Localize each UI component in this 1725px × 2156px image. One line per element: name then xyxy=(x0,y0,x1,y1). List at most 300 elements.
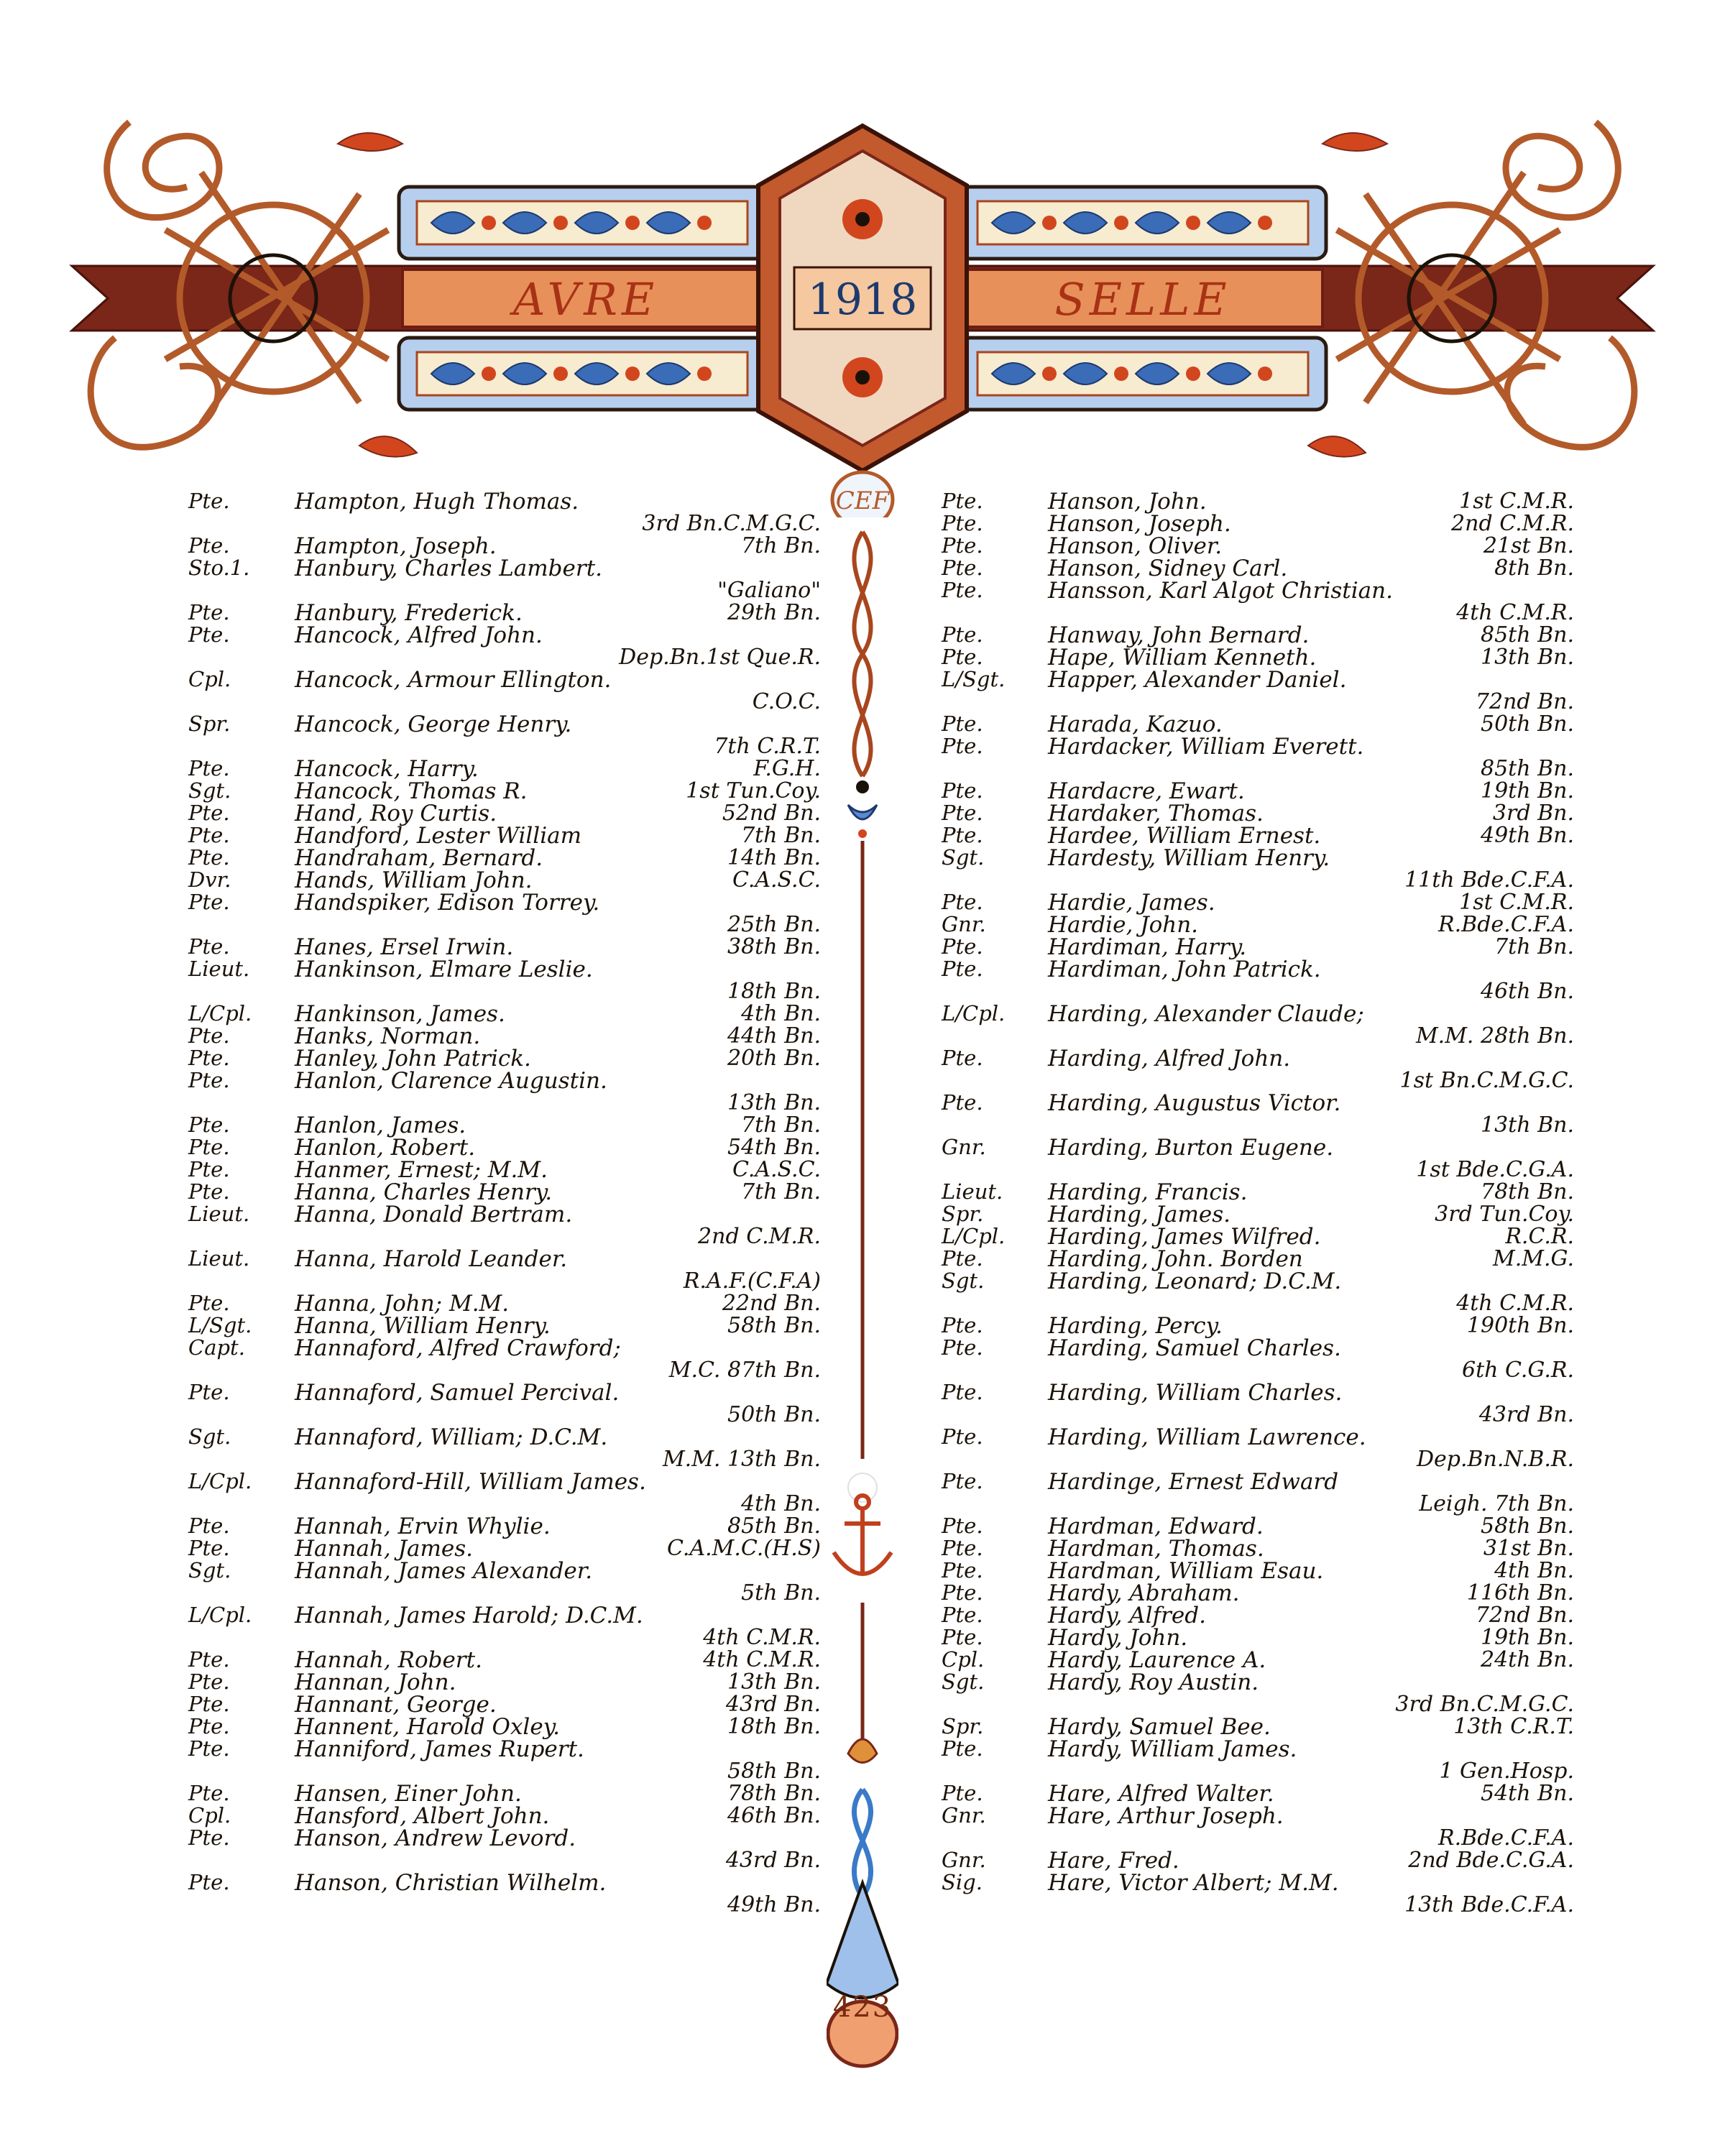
entry-unit: 3rd Tun.Coy. xyxy=(1435,1202,1574,1227)
entry-rank: Pte. xyxy=(942,1380,983,1404)
entry-name: Hardacker, William Everett. xyxy=(1048,734,1364,760)
entry-rank: Pte. xyxy=(942,511,983,535)
entry-unit: 14th Bn. xyxy=(727,845,821,870)
entry-rank: Sgt. xyxy=(942,1669,985,1694)
entry-rank: Pte. xyxy=(188,1380,230,1404)
entry-unit-continued: M.C. 87th Bn. xyxy=(668,1358,821,1383)
entry-unit: C.A.M.C.(H.S) xyxy=(667,1536,821,1561)
roster-entry xyxy=(942,1046,1574,1093)
entry-name: Hardy, Alfred. xyxy=(1048,1603,1206,1628)
entry-name: Hanbury, Charles Lambert. xyxy=(295,556,603,581)
roster-entry xyxy=(942,1870,1574,1915)
roster-entry xyxy=(942,667,1574,714)
entry-unit-continued: 50th Bn. xyxy=(727,1402,821,1427)
entry-rank: Pte. xyxy=(942,778,983,803)
entry-line xyxy=(188,1669,821,1695)
entry-name: Hanks, Norman. xyxy=(295,1023,481,1049)
entry-unit-line xyxy=(188,1402,821,1427)
entry-rank: Pte. xyxy=(942,578,983,602)
entry-line xyxy=(942,622,1574,648)
roster-right-column xyxy=(942,489,1574,1915)
entry-rank: Sgt. xyxy=(188,1558,231,1583)
entry-unit-continued: 4th C.M.R. xyxy=(1456,600,1574,625)
entry-unit-line xyxy=(188,689,821,714)
entry-line xyxy=(188,1380,821,1406)
entry-line xyxy=(188,1424,821,1450)
entry-unit-line xyxy=(188,1268,821,1294)
entry-rank: Cpl. xyxy=(188,667,231,691)
entry-unit: 72nd Bn. xyxy=(1475,1603,1574,1628)
entry-name: Harada, Kazuo. xyxy=(1048,711,1223,737)
entry-unit-continued: 1st Bde.C.G.A. xyxy=(1416,1157,1574,1182)
entry-name: Hannah, James Harold; D.C.M. xyxy=(295,1603,643,1628)
entry-line xyxy=(188,556,821,581)
roster-entry xyxy=(942,1202,1574,1227)
entry-unit: 13th Bn. xyxy=(1481,645,1574,670)
roster-entry xyxy=(188,1112,821,1138)
entry-line xyxy=(188,1536,821,1562)
entry-unit-continued: 1st Bn.C.M.G.C. xyxy=(1399,1068,1574,1093)
roster-entry xyxy=(188,1380,821,1427)
entry-line xyxy=(942,1179,1574,1205)
entry-line xyxy=(188,957,821,982)
entry-line xyxy=(188,1313,821,1339)
entry-line xyxy=(188,778,821,804)
entry-name: Happer, Alexander Daniel. xyxy=(1048,667,1347,693)
roster-entry xyxy=(188,489,821,536)
entry-name: Hare, Victor Albert; M.M. xyxy=(1048,1870,1339,1896)
entry-name: Hannan, John. xyxy=(295,1669,456,1695)
roster-entry xyxy=(942,622,1574,648)
entry-unit-continued: 2nd C.M.R. xyxy=(698,1224,821,1249)
entry-line xyxy=(188,890,821,916)
entry-name: Harding, Alexander Claude; xyxy=(1048,1001,1364,1027)
entry-unit-continued: R.Bde.C.F.A. xyxy=(1438,1825,1574,1851)
roster-entry xyxy=(188,1603,821,1650)
anchor-icon xyxy=(834,1496,891,1574)
entry-unit-line xyxy=(942,1358,1574,1383)
entry-unit: 8th Bn. xyxy=(1494,556,1574,581)
roster-entry xyxy=(188,1803,821,1829)
entry-unit-line xyxy=(942,1759,1574,1784)
roster-entry xyxy=(942,1669,1574,1717)
pendant xyxy=(827,1883,898,1998)
entry-name: Hardinge, Ernest Edward xyxy=(1048,1469,1339,1495)
entry-line xyxy=(188,1825,821,1851)
entry-unit-continued: "Galiano" xyxy=(717,578,821,603)
entry-rank: Pte. xyxy=(188,489,230,513)
entry-name: Hannaford, Alfred Crawford; xyxy=(295,1335,621,1361)
roster-entry xyxy=(188,1424,821,1472)
roster-entry xyxy=(188,756,821,782)
entry-name: Handspiker, Edison Torrey. xyxy=(295,890,600,916)
entry-rank: Pte. xyxy=(942,1424,983,1449)
entry-line xyxy=(942,934,1574,960)
entry-line xyxy=(942,1736,1574,1762)
entry-rank: Pte. xyxy=(188,801,230,825)
entry-rank: Pte. xyxy=(942,1246,983,1271)
entry-rank: Pte. xyxy=(942,957,983,981)
entry-name: Hanniford, James Rupert. xyxy=(295,1736,584,1762)
entry-rank: L/Cpl. xyxy=(942,1001,1006,1026)
roster-entry xyxy=(942,511,1574,537)
entry-line xyxy=(188,1514,821,1539)
entry-name: Hansford, Albert John. xyxy=(295,1803,550,1829)
entry-line xyxy=(188,1647,821,1673)
entry-name: Hannah, James. xyxy=(295,1536,474,1562)
entry-unit-line xyxy=(188,1580,821,1606)
entry-unit-continued: 13th Bde.C.F.A. xyxy=(1404,1892,1574,1917)
roster-entry xyxy=(188,1536,821,1562)
roster-entry xyxy=(188,1313,821,1339)
entry-name: Hardesty, William Henry. xyxy=(1048,845,1330,871)
entry-name: Hare, Fred. xyxy=(1048,1848,1179,1874)
roster-entry xyxy=(942,489,1574,515)
entry-name: Hannaford-Hill, William James. xyxy=(295,1469,646,1495)
entry-unit-continued: R.A.F.(C.F.A) xyxy=(683,1268,821,1294)
entry-unit-line xyxy=(942,1402,1574,1427)
roster-entry xyxy=(942,1335,1574,1383)
entry-line xyxy=(942,778,1574,804)
entry-name: Hanlon, Clarence Augustin. xyxy=(295,1068,607,1094)
entry-unit: 49th Bn. xyxy=(1481,823,1574,848)
entry-unit-continued: 4th C.M.R. xyxy=(703,1625,821,1650)
entry-rank: Pte. xyxy=(188,1825,230,1850)
entry-unit-continued: 72nd Bn. xyxy=(1475,689,1574,714)
entry-line xyxy=(188,1246,821,1272)
entry-rank: Pte. xyxy=(188,1046,230,1070)
entry-line xyxy=(942,645,1574,671)
entry-name: Hardy, Laurence A. xyxy=(1048,1647,1266,1673)
entry-name: Hansson, Karl Algot Christian. xyxy=(1048,578,1393,604)
entry-rank: L/Sgt. xyxy=(942,667,1006,691)
entry-unit: R.Bde.C.F.A. xyxy=(1438,912,1574,937)
entry-name: Hardy, John. xyxy=(1048,1625,1188,1651)
entry-name: Hardie, John. xyxy=(1048,912,1199,938)
entry-name: Hardy, Samuel Bee. xyxy=(1048,1714,1271,1740)
entry-unit-line xyxy=(942,867,1574,893)
entry-unit-continued: 58th Bn. xyxy=(727,1759,821,1784)
entry-rank: Pte. xyxy=(188,1714,230,1738)
entry-name: Hanlon, James. xyxy=(295,1112,466,1138)
entry-name: Hare, Arthur Joseph. xyxy=(1048,1803,1284,1829)
entry-line xyxy=(188,1023,821,1049)
entry-name: Hape, William Kenneth. xyxy=(1048,645,1317,671)
roster-entry xyxy=(188,533,821,559)
entry-line xyxy=(942,1380,1574,1406)
entry-unit-line xyxy=(188,912,821,937)
entry-unit: M.M.G. xyxy=(1493,1246,1574,1271)
entry-line xyxy=(942,1514,1574,1539)
roster-left-column xyxy=(188,489,821,1915)
roster-entry xyxy=(942,1313,1574,1339)
entry-rank: Pte. xyxy=(188,1023,230,1048)
entry-line xyxy=(188,1179,821,1205)
roster-entry xyxy=(188,622,821,670)
entry-name: Hardee, William Ernest. xyxy=(1048,823,1321,849)
entry-line xyxy=(188,1291,821,1317)
entry-rank: Pte. xyxy=(188,1647,230,1672)
entry-name: Hancock, Armour Ellington. xyxy=(295,667,612,693)
entry-name: Hardy, Abraham. xyxy=(1048,1580,1240,1606)
entry-line xyxy=(942,1781,1574,1807)
entry-rank: Lieut. xyxy=(188,1202,250,1226)
entry-line xyxy=(942,1603,1574,1628)
roster-entry xyxy=(188,1335,821,1383)
roster-entry xyxy=(188,1558,821,1606)
entry-rank: Pte. xyxy=(942,734,983,758)
entry-rank: Pte. xyxy=(942,890,983,914)
entry-name: Hands, William John. xyxy=(295,867,533,893)
entry-unit: 19th Bn. xyxy=(1481,778,1574,803)
entry-rank: Pte. xyxy=(942,1536,983,1560)
entry-unit: 85th Bn. xyxy=(1481,622,1574,648)
entry-unit: 1st C.M.R. xyxy=(1459,890,1574,915)
entry-line xyxy=(188,1469,821,1495)
entry-line xyxy=(188,1202,821,1227)
roster-entry xyxy=(188,1023,821,1049)
entry-unit: 31st Bn. xyxy=(1483,1536,1574,1561)
entry-name: Hardy, Roy Austin. xyxy=(1048,1669,1259,1695)
roster-entry xyxy=(188,890,821,937)
entry-unit: 2nd C.M.R. xyxy=(1451,511,1574,536)
entry-line xyxy=(188,845,821,871)
entry-rank: Pte. xyxy=(188,934,230,959)
illuminated-header xyxy=(0,0,1725,517)
entry-line xyxy=(942,667,1574,693)
entry-unit-line xyxy=(188,1848,821,1873)
entry-unit: 7th Bn. xyxy=(741,1112,821,1138)
roster-entry xyxy=(942,1558,1574,1584)
roster-entry xyxy=(188,1825,821,1873)
roster-entry xyxy=(188,1291,821,1317)
entry-name: Harding, John. Borden xyxy=(1048,1246,1303,1272)
entry-unit-line xyxy=(188,645,821,670)
roster-entry xyxy=(188,1669,821,1695)
roster-entry xyxy=(942,1848,1574,1874)
entry-line xyxy=(942,957,1574,982)
entry-name: Harding, Francis. xyxy=(1048,1179,1248,1205)
entry-unit-line xyxy=(188,1224,821,1249)
roster-entry xyxy=(942,1424,1574,1472)
roster-entry xyxy=(188,1692,821,1718)
entry-name: Harding, Leonard; D.C.M. xyxy=(1048,1268,1342,1294)
entry-line xyxy=(942,1313,1574,1339)
entry-name: Hansen, Einer John. xyxy=(295,1781,522,1807)
banner-year: 1918 xyxy=(807,275,918,325)
entry-rank: Pte. xyxy=(188,1291,230,1315)
entry-rank: Pte. xyxy=(942,645,983,669)
roster-entry xyxy=(942,912,1574,938)
entry-rank: Pte. xyxy=(188,1112,230,1137)
entry-unit-continued: 25th Bn. xyxy=(727,912,821,937)
entry-rank: Pte. xyxy=(942,556,983,580)
roster-entry xyxy=(942,1625,1574,1651)
entry-unit-continued: 3rd Bn.C.M.G.C. xyxy=(1395,1692,1574,1717)
roster-entry xyxy=(942,1268,1574,1316)
entry-unit: 52nd Bn. xyxy=(722,801,821,826)
entry-line xyxy=(942,556,1574,581)
roster-entry xyxy=(942,734,1574,781)
entry-unit-line xyxy=(942,979,1574,1004)
entry-name: Harding, Burton Eugene. xyxy=(1048,1135,1334,1161)
entry-unit-continued: C.O.C. xyxy=(752,689,821,714)
banner-right-word: SELLE xyxy=(1054,273,1231,326)
entry-unit: 190th Bn. xyxy=(1466,1313,1574,1338)
entry-line xyxy=(188,1157,821,1183)
entry-name: Hanley, John Patrick. xyxy=(295,1046,531,1072)
entry-line xyxy=(942,578,1574,604)
roster-entry xyxy=(188,778,821,804)
roster-entry xyxy=(942,578,1574,625)
entry-line xyxy=(942,1335,1574,1361)
entry-name: Hanna, John; M.M. xyxy=(295,1291,510,1317)
entry-unit: 4th Bn. xyxy=(1494,1558,1574,1583)
entry-unit-continued: 1 Gen.Hosp. xyxy=(1439,1759,1574,1784)
entry-line xyxy=(188,1781,821,1807)
entry-name: Hannah, James Alexander. xyxy=(295,1558,593,1584)
entry-unit-continued: Dep.Bn.1st Que.R. xyxy=(619,645,821,670)
page-number: 423 xyxy=(832,1991,893,2024)
roster-entry xyxy=(942,1224,1574,1250)
entry-rank: Pte. xyxy=(942,934,983,959)
entry-name: Hanson, Sidney Carl. xyxy=(1048,556,1288,581)
entry-line xyxy=(942,1848,1574,1874)
entry-rank: Pte. xyxy=(188,1179,230,1204)
entry-name: Hardman, Edward. xyxy=(1048,1514,1264,1539)
entry-line xyxy=(188,1603,821,1628)
entry-unit-line xyxy=(942,1892,1574,1915)
roster-entry xyxy=(942,1714,1574,1740)
entry-rank: Capt. xyxy=(188,1335,245,1360)
entry-rank: Pte. xyxy=(942,1781,983,1805)
entry-name: Handraham, Bernard. xyxy=(295,845,543,871)
roster-entry xyxy=(942,845,1574,893)
entry-rank: Pte. xyxy=(188,1781,230,1805)
entry-line xyxy=(942,1224,1574,1250)
entry-unit-line xyxy=(188,1759,821,1784)
entry-unit: 44th Bn. xyxy=(727,1023,821,1049)
roster-entry xyxy=(188,934,821,960)
entry-unit-line xyxy=(942,1491,1574,1514)
entry-unit: 58th Bn. xyxy=(1481,1514,1574,1539)
entry-name: Hand, Roy Curtis. xyxy=(295,801,497,826)
entry-rank: Pte. xyxy=(942,1090,983,1115)
roster-entry xyxy=(942,890,1574,916)
roster-entry xyxy=(188,1001,821,1027)
roster-entry xyxy=(942,934,1574,960)
roster-entry xyxy=(942,823,1574,849)
entry-unit-continued: 18th Bn. xyxy=(727,979,821,1004)
entry-unit-continued: 46th Bn. xyxy=(1481,979,1574,1004)
entry-unit: C.A.S.C. xyxy=(732,1157,821,1182)
entry-line xyxy=(942,1580,1574,1606)
entry-unit-line xyxy=(188,1358,821,1383)
entry-unit-continued: 5th Bn. xyxy=(741,1580,821,1606)
entry-name: Hanlon, Robert. xyxy=(295,1135,476,1161)
entry-rank: Pte. xyxy=(942,489,983,513)
entry-line xyxy=(188,1736,821,1762)
entry-rank: Pte. xyxy=(942,1335,983,1360)
entry-name: Hardy, William James. xyxy=(1048,1736,1297,1762)
banner-left-word: AVRE xyxy=(512,273,659,326)
entry-name: Harding, Percy. xyxy=(1048,1313,1223,1339)
roster-entry xyxy=(942,1603,1574,1628)
entry-line xyxy=(188,801,821,826)
entry-rank: Lieut. xyxy=(942,1179,1003,1204)
entry-unit: 1st C.M.R. xyxy=(1459,489,1574,514)
entry-name: Hanna, Charles Henry. xyxy=(295,1179,553,1205)
roster-entry xyxy=(942,1736,1574,1784)
entry-unit: 7th Bn. xyxy=(741,823,821,848)
center-divider xyxy=(827,517,898,2142)
entry-line xyxy=(942,1046,1574,1072)
entry-name: Hampton, Joseph. xyxy=(295,533,497,559)
entry-name: Harding, James. xyxy=(1048,1202,1231,1227)
entry-rank: Gnr. xyxy=(942,1135,986,1159)
roster-entry xyxy=(942,645,1574,671)
entry-rank: L/Cpl. xyxy=(188,1469,252,1493)
entry-name: Hardie, James. xyxy=(1048,890,1215,916)
entry-rank: Pte. xyxy=(942,1046,983,1070)
entry-rank: Pte. xyxy=(942,533,983,558)
entry-unit: 4th C.M.R. xyxy=(703,1647,821,1672)
entry-rank: Spr. xyxy=(942,1714,984,1738)
roster-entry xyxy=(942,533,1574,559)
entry-line xyxy=(188,667,821,693)
entry-unit-continued: 7th C.R.T. xyxy=(714,734,821,759)
entry-line xyxy=(942,1647,1574,1673)
entry-unit: 13th Bn. xyxy=(727,1669,821,1695)
entry-name: Hannent, Harold Oxley. xyxy=(295,1714,560,1740)
cef-monogram-text: CEF xyxy=(835,487,890,515)
entry-line xyxy=(188,1046,821,1072)
roster-entry xyxy=(188,1469,821,1514)
entry-line xyxy=(942,912,1574,938)
entry-rank: Pte. xyxy=(188,756,230,780)
entry-name: Hanson, Oliver. xyxy=(1048,533,1223,559)
entry-name: Handford, Lester William xyxy=(295,823,582,849)
entry-unit-continued: 13th Bn. xyxy=(727,1090,821,1115)
entry-name: Hannaford, William; D.C.M. xyxy=(295,1424,608,1450)
entry-rank: Sto.1. xyxy=(188,556,250,580)
entry-name: Hannah, Ervin Whylie. xyxy=(295,1514,551,1539)
entry-line xyxy=(188,1135,821,1161)
entry-unit-continued: 3rd Bn.C.M.G.C. xyxy=(642,511,821,536)
entry-rank: Pte. xyxy=(188,1135,230,1159)
entry-line xyxy=(942,1803,1574,1829)
entry-unit: 78th Bn. xyxy=(727,1781,821,1806)
entry-rank: Pte. xyxy=(942,1469,983,1493)
entry-line xyxy=(942,1558,1574,1584)
entry-unit-line xyxy=(942,689,1574,714)
entry-name: Harding, Samuel Charles. xyxy=(1048,1335,1341,1361)
entry-unit: R.C.R. xyxy=(1505,1224,1574,1249)
entry-line xyxy=(188,1692,821,1718)
entry-line xyxy=(942,845,1574,871)
entry-unit-line xyxy=(188,734,821,759)
entry-rank: Pte. xyxy=(188,1870,230,1894)
roster-entry xyxy=(188,867,821,893)
entry-rank: Pte. xyxy=(942,1603,983,1627)
entry-line xyxy=(188,934,821,960)
entry-rank: Pte. xyxy=(942,1313,983,1337)
entry-line xyxy=(188,1001,821,1027)
roster-entry xyxy=(188,1647,821,1673)
entry-rank: Pte. xyxy=(188,1157,230,1181)
roster-entry xyxy=(942,1514,1574,1539)
entry-line xyxy=(188,1714,821,1740)
